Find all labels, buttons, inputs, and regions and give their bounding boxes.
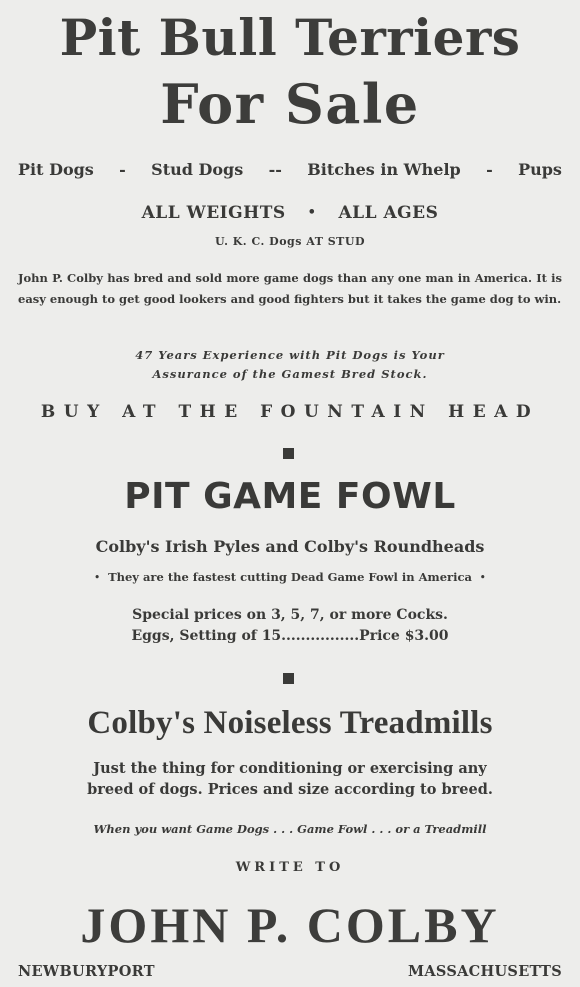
- headline-line-1: Pit Bull Terriers: [59, 8, 521, 67]
- category-stud-dogs: Stud Dogs: [151, 160, 244, 179]
- slogan: BUY AT THE FOUNTAIN HEAD: [40, 402, 540, 422]
- bullet-icon: •: [479, 573, 486, 583]
- fowl-heading: PIT GAME FOWL: [124, 476, 456, 517]
- all-ages-text: ALL AGES: [338, 203, 439, 223]
- when-line: When you want Game Dogs . . . Game Fowl . . . or a Treadmill: [93, 822, 487, 836]
- weights-ages-line: [0, 203, 580, 223]
- advertiser-name: JOHN P. COLBY: [80, 897, 500, 953]
- treadmills-heading: Colby's Noiseless Treadmills: [87, 705, 493, 741]
- category-bitches-in-whelp: Bitches in Whelp: [307, 160, 461, 179]
- dog-categories: [18, 160, 562, 179]
- fowl-claim-line: [0, 570, 580, 584]
- experience-line-2: Assurance of the Gamest Bred Stock.: [152, 367, 428, 381]
- fowl-breeds: Colby's Irish Pyles and Colby's Roundheads: [95, 537, 485, 556]
- category-separator: --: [268, 160, 282, 179]
- all-weights-text: ALL WEIGHTS: [141, 203, 286, 223]
- write-to: WRITE TO: [235, 860, 345, 875]
- category-separator: -: [119, 160, 126, 179]
- treadmills-line-1: Just the thing for conditioning or exercising any: [93, 760, 487, 777]
- experience-line-1: 47 Years Experience with Pit Dogs is Your: [135, 348, 445, 362]
- eggs-price: Eggs, Setting of 15................Price $3.00: [131, 628, 449, 644]
- stud-note: U. K. C. Dogs AT STUD: [215, 235, 365, 248]
- bullet-icon: •: [94, 573, 101, 583]
- intro-paragraph: John P. Colby has bred and sold more game dogs than any one man in America. It is easy enough to get good lookers and good fighters but it takes the game dog to win.: [18, 271, 562, 306]
- square-divider-icon: [283, 673, 294, 684]
- state: MASSACHUSETTS: [407, 963, 562, 980]
- bullet-icon: •: [307, 205, 317, 220]
- special-prices: Special prices on 3, 5, 7, or more Cocks.: [132, 607, 448, 623]
- city: NEWBURYPORT: [18, 963, 155, 980]
- treadmills-line-2: breed of dogs. Prices and size according to breed.: [87, 781, 493, 798]
- category-separator: -: [486, 160, 493, 179]
- square-divider-icon: [283, 448, 294, 459]
- category-pups: Pups: [518, 160, 562, 179]
- headline-line-2: For Sale: [160, 72, 420, 136]
- fowl-claim: They are the fastest cutting Dead Game Fowl in America: [108, 570, 472, 584]
- category-pit-dogs: Pit Dogs: [18, 160, 94, 179]
